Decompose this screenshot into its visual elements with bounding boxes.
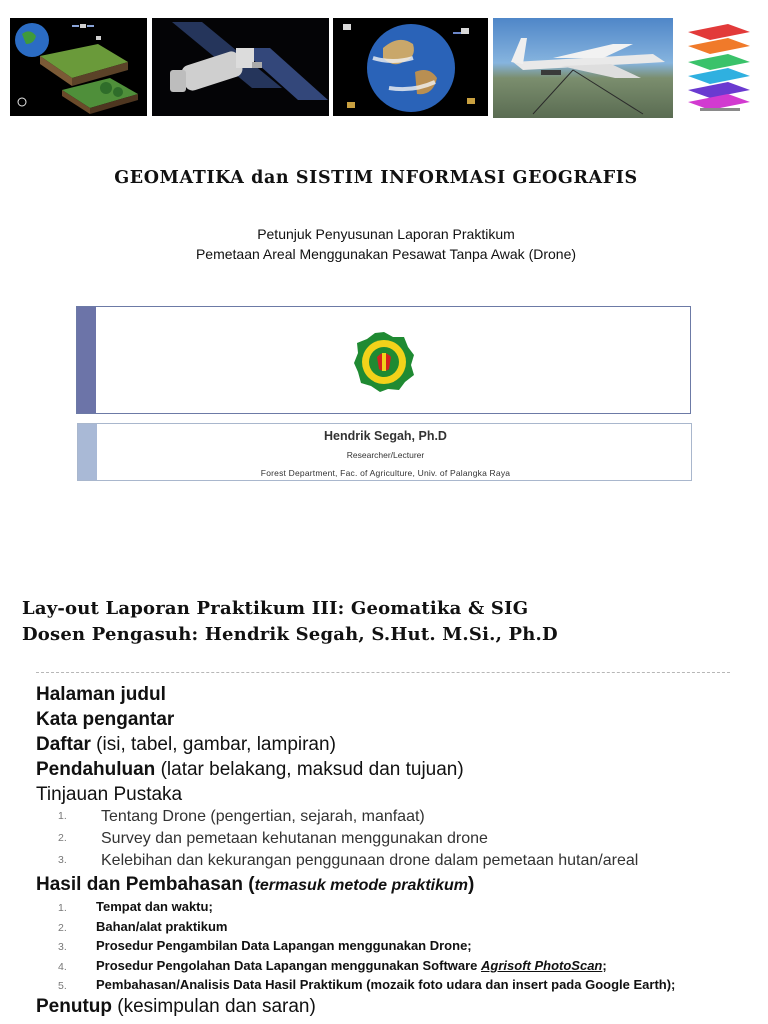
- author-panel: [77, 423, 692, 481]
- outline-item-penutup: [36, 996, 316, 1018]
- aircraft-aerial-camera-illustration: [493, 18, 673, 118]
- slide-title: GEOMATIKA dan SISTIM INFORMASI GEOGRAFIS: [114, 168, 638, 188]
- sub-item-text: Pembahasan/Analisis Data Hasil Praktikum (mozaik foto udara dan insert pada Google Earth);: [96, 977, 676, 992]
- outline-item-label: Penutup: [36, 996, 112, 1017]
- sub-item-text: Bahan/alat praktikum: [96, 919, 228, 934]
- space-station-illustration: [152, 18, 329, 116]
- sub-item-text: Tentang Drone (pengertian, sejarah, manfaat): [101, 808, 425, 825]
- sub-item-number: 1.: [58, 810, 67, 822]
- outline-item-daftar: [36, 734, 336, 756]
- outline-item-tinjauan: [36, 784, 182, 806]
- sub-item-number: 3.: [58, 941, 67, 953]
- outline-item-label: Daftar: [36, 734, 91, 755]
- sub-item-text: Survey dan pemetaan kehutanan menggunakan drone: [101, 830, 488, 847]
- sub-item-number: 5.: [58, 980, 67, 992]
- sub-item-text: Tempat dan waktu;: [96, 899, 213, 914]
- sub-item-number: 2.: [58, 832, 67, 844]
- earth-layers-satellite-illustration: [10, 18, 147, 116]
- outline-item-close: ): [467, 874, 475, 895]
- outline-item-note-italic: termasuk metode praktikum: [254, 877, 468, 894]
- author-affiliation: Forest Department, Fac. of Agriculture, Univ. of Palangka Raya: [260, 468, 511, 478]
- outline-item-label: Halaman judul: [36, 684, 166, 705]
- outline-item-hasil: [36, 874, 474, 896]
- sub-item-text-part: ;: [602, 958, 607, 973]
- outline-item-note: (isi, tabel, gambar, lampiran): [90, 734, 336, 755]
- sub-item-text: [96, 958, 607, 973]
- outline-item-note: (kesimpulan dan saran): [112, 996, 316, 1017]
- outline-item-label: Hasil dan Pembahasan (: [36, 874, 255, 895]
- software-name: Agrisoft PhotoScan: [481, 958, 603, 973]
- sub-item-text: Prosedur Pengambilan Data Lapangan menggunakan Drone;: [96, 938, 472, 953]
- university-emblem-logo: [353, 331, 415, 397]
- outline-item-pendahuluan: [36, 759, 464, 781]
- sub-item-number: 2.: [58, 922, 67, 934]
- outline-item-label: Kata pengantar: [36, 709, 175, 730]
- outline-item-note: (latar belakang, maksud dan tujuan): [155, 759, 464, 780]
- outline-item-halaman-judul: [36, 684, 166, 706]
- outline-item-label: Pendahuluan: [36, 759, 156, 780]
- author-role: Researcher/Lecturer: [346, 450, 425, 460]
- sub-item-number: 1.: [58, 902, 67, 914]
- layout-title-line1: Lay-out Laporan Praktikum III: Geomatika & SIG: [22, 598, 529, 619]
- earth-globe-satellites-illustration: [333, 18, 488, 116]
- logo-panel: [76, 306, 691, 414]
- header-image-strip: [10, 18, 758, 118]
- outline-item-label: Tinjauan Pustaka: [36, 784, 183, 805]
- layout-title-line2: Dosen Pengasuh: Hendrik Segah, S.Hut. M.Si., Ph.D: [22, 624, 558, 645]
- stacked-gis-layers-illustration: [678, 18, 758, 116]
- sub-item-text: Kelebihan dan kekurangan penggunaan drone dalam pemetaan hutan/areal: [101, 852, 639, 869]
- outline-item-kata-pengantar: [36, 709, 174, 731]
- sub-item-number: 3.: [58, 854, 67, 866]
- author-name: Hendrik Segah, Ph.D: [324, 429, 447, 443]
- sub-item-number: 4.: [58, 961, 67, 973]
- title-divider: [36, 672, 730, 673]
- sub-item-text-part: Prosedur Pengolahan Data Lapangan menggunakan Software: [96, 958, 482, 973]
- slide-subtitle-line2: Pemetaan Areal Menggunakan Pesawat Tanpa Awak (Drone): [195, 246, 577, 262]
- slide-subtitle-line1: Petunjuk Penyusunan Laporan Praktikum: [257, 226, 515, 242]
- logo-panel-accent-bar: [77, 307, 96, 413]
